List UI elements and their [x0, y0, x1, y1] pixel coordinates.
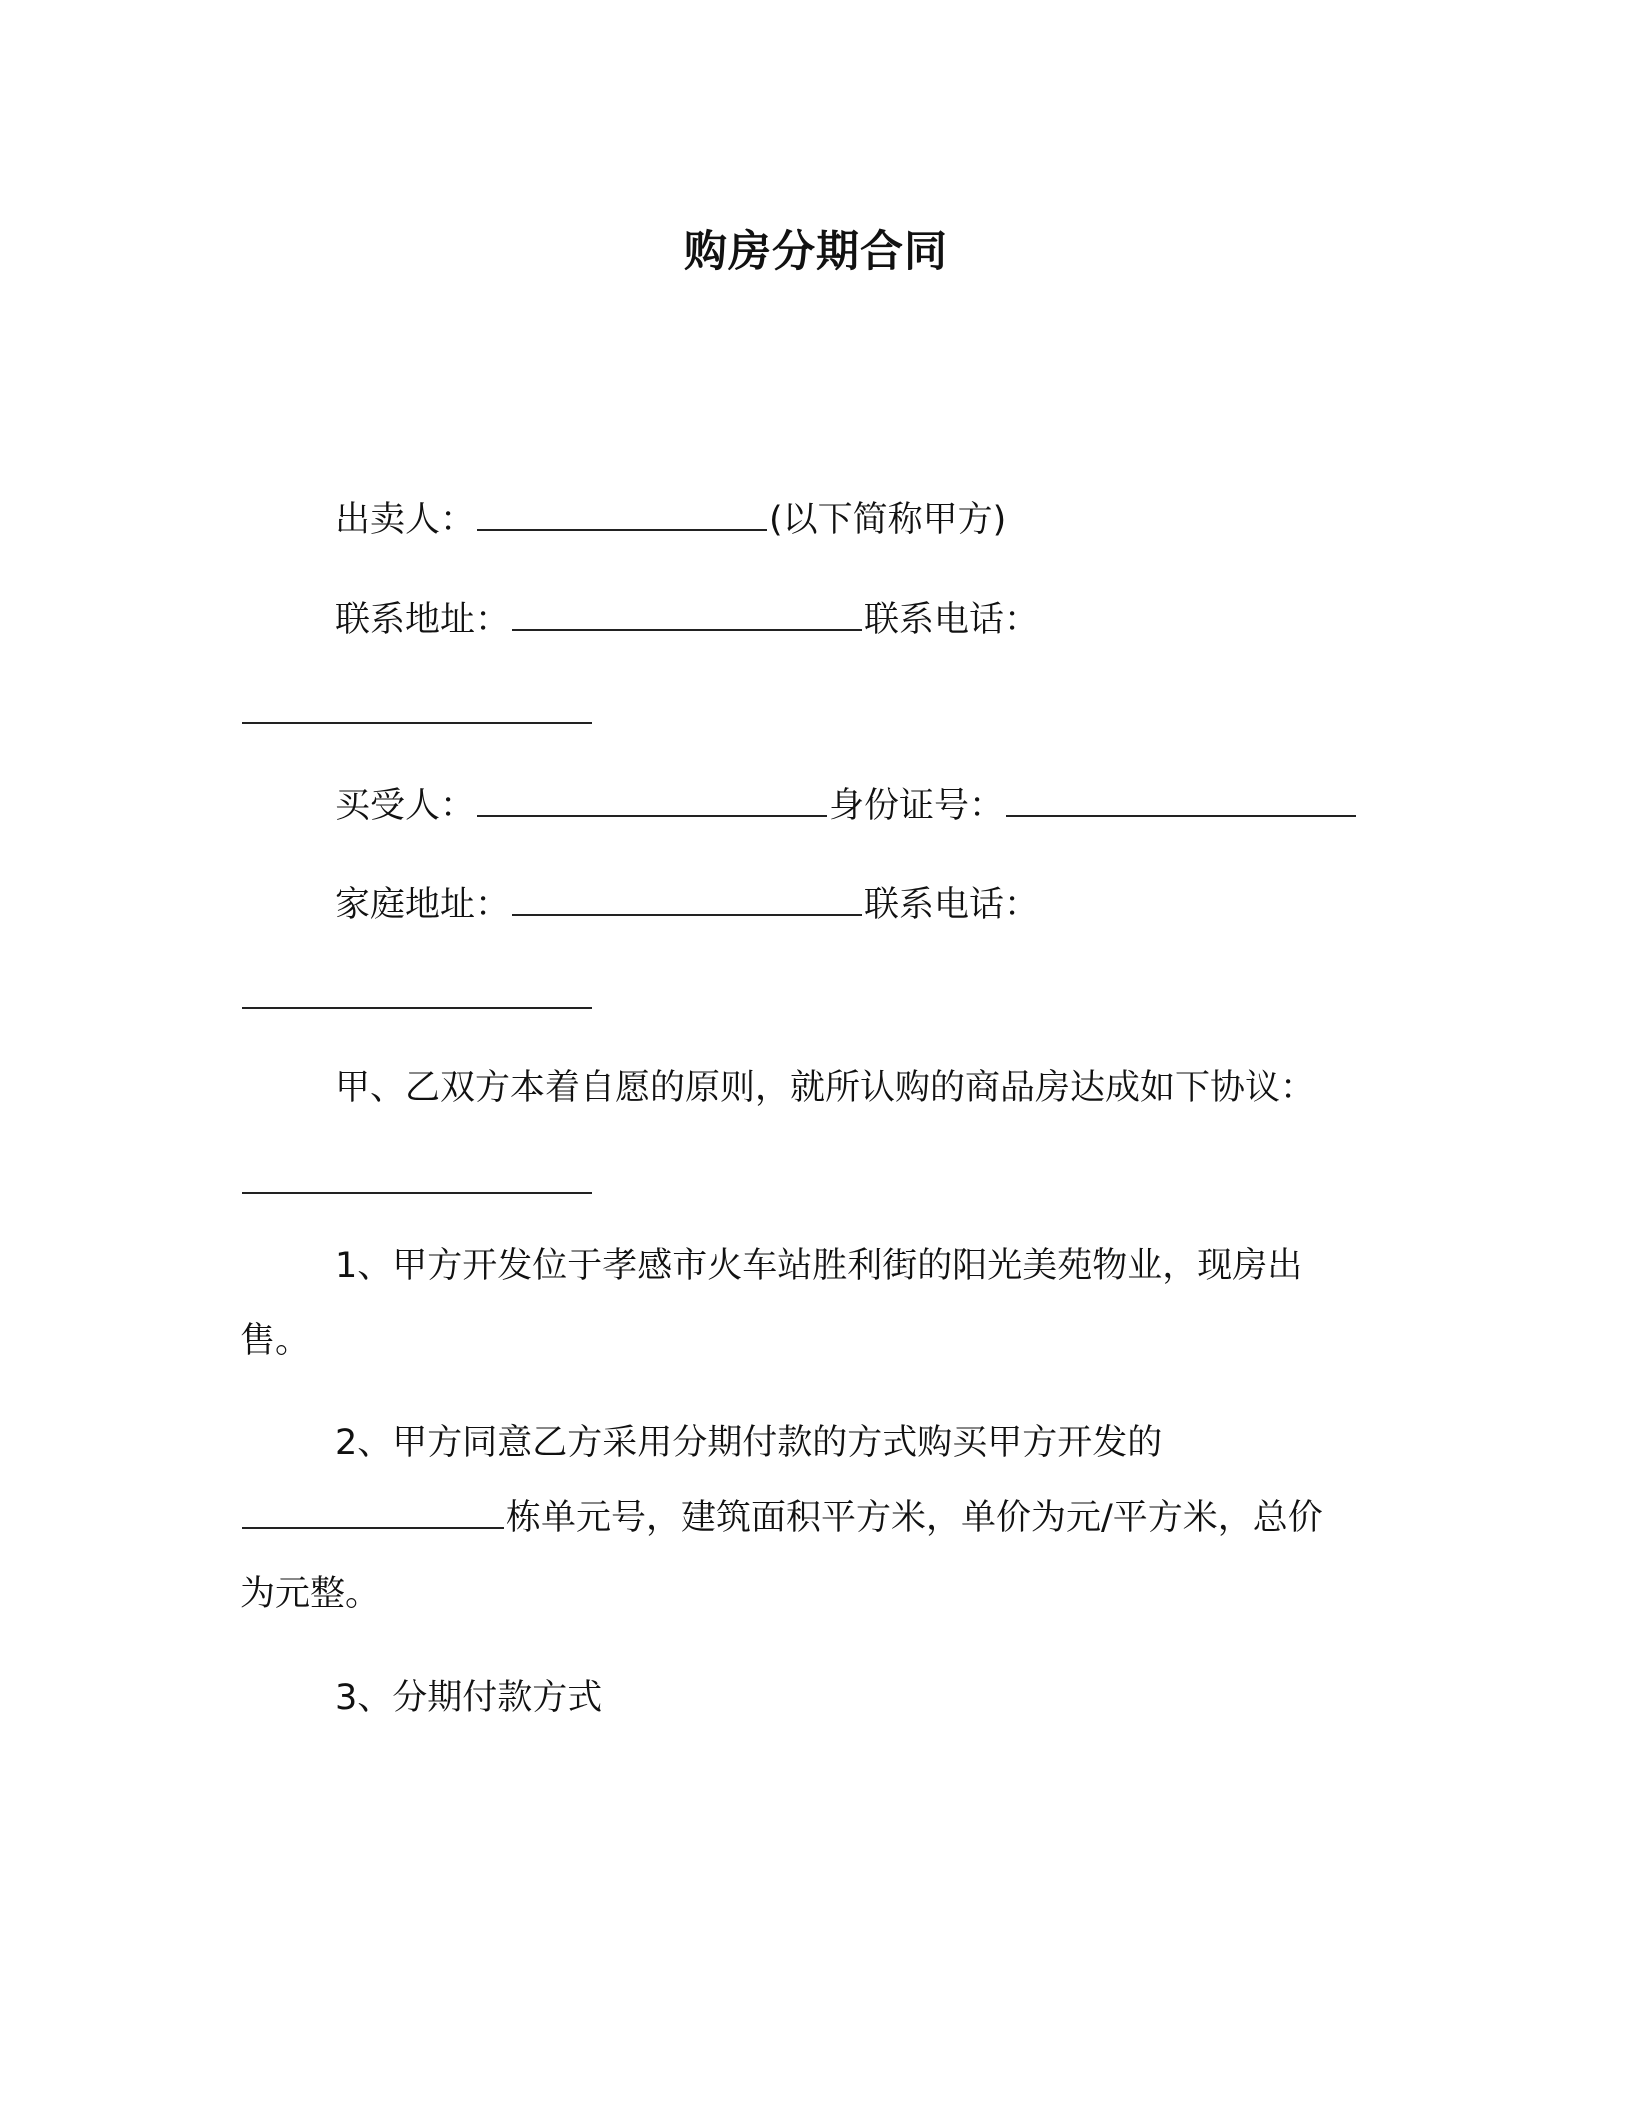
seller-phone-blank [242, 692, 592, 724]
buyer-line [335, 783, 1358, 829]
clause-1-line-2: 售。 [240, 1321, 311, 1361]
clause-2-line-2-text: 栋单元号，建筑面积平方米，单价为元/平方米，总价 [506, 1498, 1323, 1538]
seller-phone-line [240, 690, 594, 736]
buyer-contact-line [335, 882, 1039, 928]
clause-2-line-3: 为元整。 [240, 1574, 381, 1614]
clause-3-heading: 3、分期付款方式 [335, 1678, 603, 1718]
seller-label: 出卖人： [335, 500, 476, 540]
buyer-phone-line [240, 975, 594, 1021]
buyer-id-label: 身份证号： [829, 786, 1005, 826]
seller-phone-label: 联系电话： [864, 600, 1040, 640]
clause-2-line-1: 2、甲方同意乙方采用分期付款的方式购买甲方开发的 [335, 1423, 1163, 1463]
document-title: 购房分期合同 [684, 227, 948, 277]
seller-blank [477, 499, 767, 531]
buyer-blank [477, 785, 827, 817]
buyer-label: 买受人： [335, 786, 476, 826]
preamble-blank-line [240, 1160, 594, 1206]
seller-suffix: (以下简称甲方) [769, 500, 1007, 540]
preamble [335, 1065, 1315, 1111]
preamble-blank [242, 1162, 592, 1194]
clause-1-line-1: 1、甲方开发位于孝感市火车站胜利街的阳光美苑物业，现房出 [335, 1246, 1303, 1286]
seller-address-label: 联系地址： [335, 600, 511, 640]
preamble-text: 甲、乙双方本着自愿的原则，就所认购的商品房达成如下协议： [335, 1068, 1316, 1108]
seller-line [335, 497, 1006, 543]
clause-2-building-blank [242, 1497, 504, 1529]
buyer-phone-label: 联系电话： [864, 885, 1040, 925]
buyer-phone-blank [242, 977, 592, 1009]
seller-address-blank [512, 599, 862, 631]
seller-contact-line [335, 597, 1039, 643]
buyer-id-blank [1006, 785, 1356, 817]
clause-2-line-2 [240, 1495, 1323, 1541]
buyer-address-blank [512, 884, 862, 916]
buyer-address-label: 家庭地址： [335, 885, 511, 925]
